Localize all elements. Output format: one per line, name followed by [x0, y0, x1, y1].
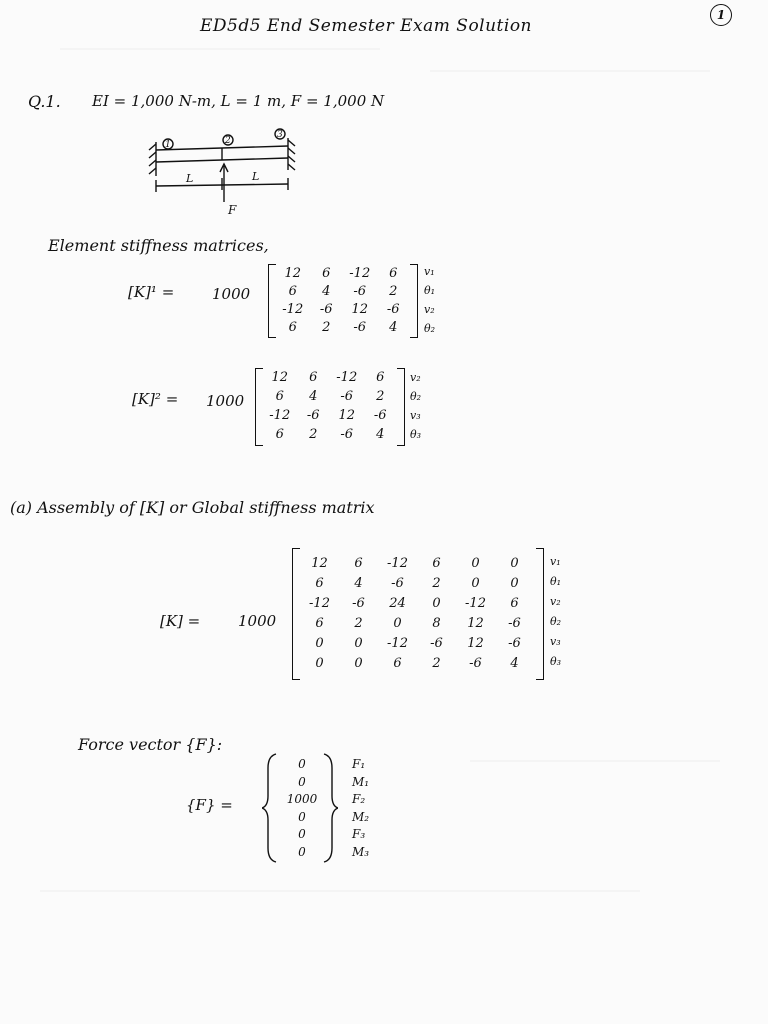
global-k-dof: v₃	[550, 635, 561, 648]
global-k-cell: 12	[467, 636, 484, 651]
k1-cell: 6	[288, 284, 297, 299]
global-k-cell: -6	[391, 576, 404, 591]
k2-cell: -6	[373, 408, 387, 423]
global-k-cell: 0	[315, 656, 324, 671]
global-k-cell: 2	[432, 656, 441, 671]
element-stiffness-heading: Element stiffness matrices,	[48, 236, 269, 255]
global-k-cell: 0	[510, 576, 519, 591]
k2-cell: 6	[275, 389, 284, 404]
k2-cell: 12	[338, 408, 356, 423]
k2-dof: θ₂	[410, 390, 422, 403]
global-k-cell: 4	[510, 656, 519, 671]
k2-cell: 2	[309, 427, 318, 442]
global-k-cell: -6	[508, 636, 521, 651]
k1-matrix	[268, 264, 418, 340]
global-k-cell: 8	[432, 616, 441, 631]
k2-cell: -6	[340, 389, 354, 404]
global-k-cell: 4	[354, 576, 363, 591]
k2-matrix	[255, 368, 405, 448]
force-value: 1000	[286, 792, 318, 806]
k1-cell: -12	[349, 266, 371, 281]
global-k-cell: 2	[354, 616, 363, 631]
global-k-cell: -12	[387, 636, 408, 651]
k2-dof: θ₃	[410, 428, 422, 441]
force-values	[278, 756, 326, 861]
k1-dof: v₂	[424, 303, 435, 316]
k1-dof-labels	[424, 266, 435, 342]
k2-label: [K]² =	[132, 390, 179, 408]
global-k-cell: -6	[352, 596, 365, 611]
global-k-cell: -12	[387, 556, 408, 571]
global-k-cell: 6	[354, 556, 363, 571]
force-value: 0	[298, 809, 306, 824]
k2-factor: 1000	[206, 392, 245, 410]
global-k-cell: 0	[354, 656, 363, 671]
k1-cell: 12	[284, 266, 302, 281]
k1-cell: 6	[389, 266, 398, 281]
k2-cell: 4	[376, 427, 385, 442]
k2-cell: 4	[309, 389, 318, 404]
k2-cell: 6	[275, 427, 284, 442]
force-name: F₂	[352, 792, 366, 806]
k1-dof: v₁	[424, 265, 435, 278]
global-k-cell: 12	[467, 616, 484, 631]
global-k-cell: 0	[471, 576, 480, 591]
global-k-cell: 6	[393, 656, 402, 671]
k1-cell: 4	[322, 284, 331, 299]
k2-cell: 6	[376, 370, 385, 385]
node-1-label: 1	[165, 140, 171, 150]
k1-cell: -6	[353, 284, 367, 299]
page-title: ED5d5 End Semester Exam Solution	[200, 16, 533, 36]
global-k-cell: 6	[315, 576, 324, 591]
node-2-label: 2	[225, 136, 231, 146]
k2-dof: v₂	[410, 371, 421, 384]
global-k-cell: -6	[508, 616, 521, 631]
global-k-dof-labels	[550, 556, 561, 676]
global-k-dof: θ₁	[550, 575, 562, 588]
assembly-heading: (a) Assembly of [K] or Global stiffness matrix	[10, 498, 375, 517]
force-value: 0	[298, 827, 306, 841]
span-2-label: L	[252, 170, 260, 183]
question-label: Q.1.	[28, 92, 61, 111]
k1-factor: 1000	[212, 285, 251, 303]
force-value: 0	[298, 844, 306, 859]
k2-cell: -12	[269, 408, 291, 423]
global-k-cell: 6	[315, 616, 324, 631]
k1-cell: 12	[351, 302, 369, 317]
force-names	[352, 756, 369, 861]
k2-dof-labels	[410, 372, 421, 448]
force-name: F₁	[352, 757, 366, 771]
k1-dof: θ₂	[424, 322, 436, 335]
global-k-cell: -6	[430, 636, 443, 651]
k2-cell: 6	[309, 370, 318, 385]
k1-cell: -6	[386, 302, 400, 317]
force-value: 0	[298, 757, 306, 771]
k2-cell: -12	[336, 370, 358, 385]
force-name: M₃	[352, 844, 370, 859]
global-k-cell: -12	[309, 596, 330, 611]
force-label: {F} =	[186, 796, 233, 814]
beam-figure	[140, 128, 310, 218]
k1-cell: -6	[353, 320, 367, 335]
force-name: M₂	[352, 809, 370, 824]
global-k-cell: -6	[469, 656, 482, 671]
global-k-cell: 12	[311, 556, 328, 571]
global-k-label: [K] =	[160, 612, 201, 630]
global-k-cell: 2	[432, 576, 441, 591]
k2-dof: v₃	[410, 409, 421, 422]
k1-cell: 6	[288, 320, 297, 335]
global-k-cell: 0	[432, 596, 441, 611]
k1-cell: 2	[322, 320, 331, 335]
span-1-label: L	[186, 172, 194, 185]
global-k-cell: 0	[471, 556, 480, 571]
k1-cell: 6	[322, 266, 331, 281]
k2-cell: 2	[376, 389, 385, 404]
global-k-cell: 6	[510, 596, 519, 611]
k2-cell: -6	[340, 427, 354, 442]
load-label: F	[228, 203, 237, 217]
k1-cell: -6	[319, 302, 333, 317]
k1-dof: θ₁	[424, 284, 436, 297]
global-k-matrix	[292, 548, 544, 682]
k1-label: [K]¹ =	[128, 283, 175, 301]
k1-cell: 4	[389, 320, 398, 335]
force-name: F₃	[352, 827, 366, 841]
global-k-dof: v₂	[550, 595, 561, 608]
global-k-cell: 0	[393, 616, 402, 631]
global-k-cell: 6	[432, 556, 441, 571]
page-number: 1	[710, 4, 732, 26]
global-k-dof: v₁	[550, 555, 561, 568]
force-value: 0	[298, 774, 306, 789]
global-k-cell: 0	[354, 636, 363, 651]
global-k-cell: 0	[510, 556, 519, 571]
given-values: EI = 1,000 N-m, L = 1 m, F = 1,000 N	[92, 92, 385, 110]
k1-cell: 2	[389, 284, 398, 299]
force-name: M₁	[352, 774, 370, 789]
force-heading: Force vector {F}:	[78, 735, 223, 754]
k1-cell: -12	[282, 302, 304, 317]
global-k-cell: -12	[465, 596, 486, 611]
global-k-cell: 24	[389, 596, 406, 611]
global-k-factor: 1000	[238, 612, 277, 630]
global-k-dof: θ₃	[550, 655, 562, 668]
global-k-dof: θ₂	[550, 615, 562, 628]
k2-cell: 12	[271, 370, 289, 385]
node-3-label: 3	[277, 130, 283, 140]
global-k-cell: 0	[315, 636, 324, 651]
k2-cell: -6	[306, 408, 320, 423]
